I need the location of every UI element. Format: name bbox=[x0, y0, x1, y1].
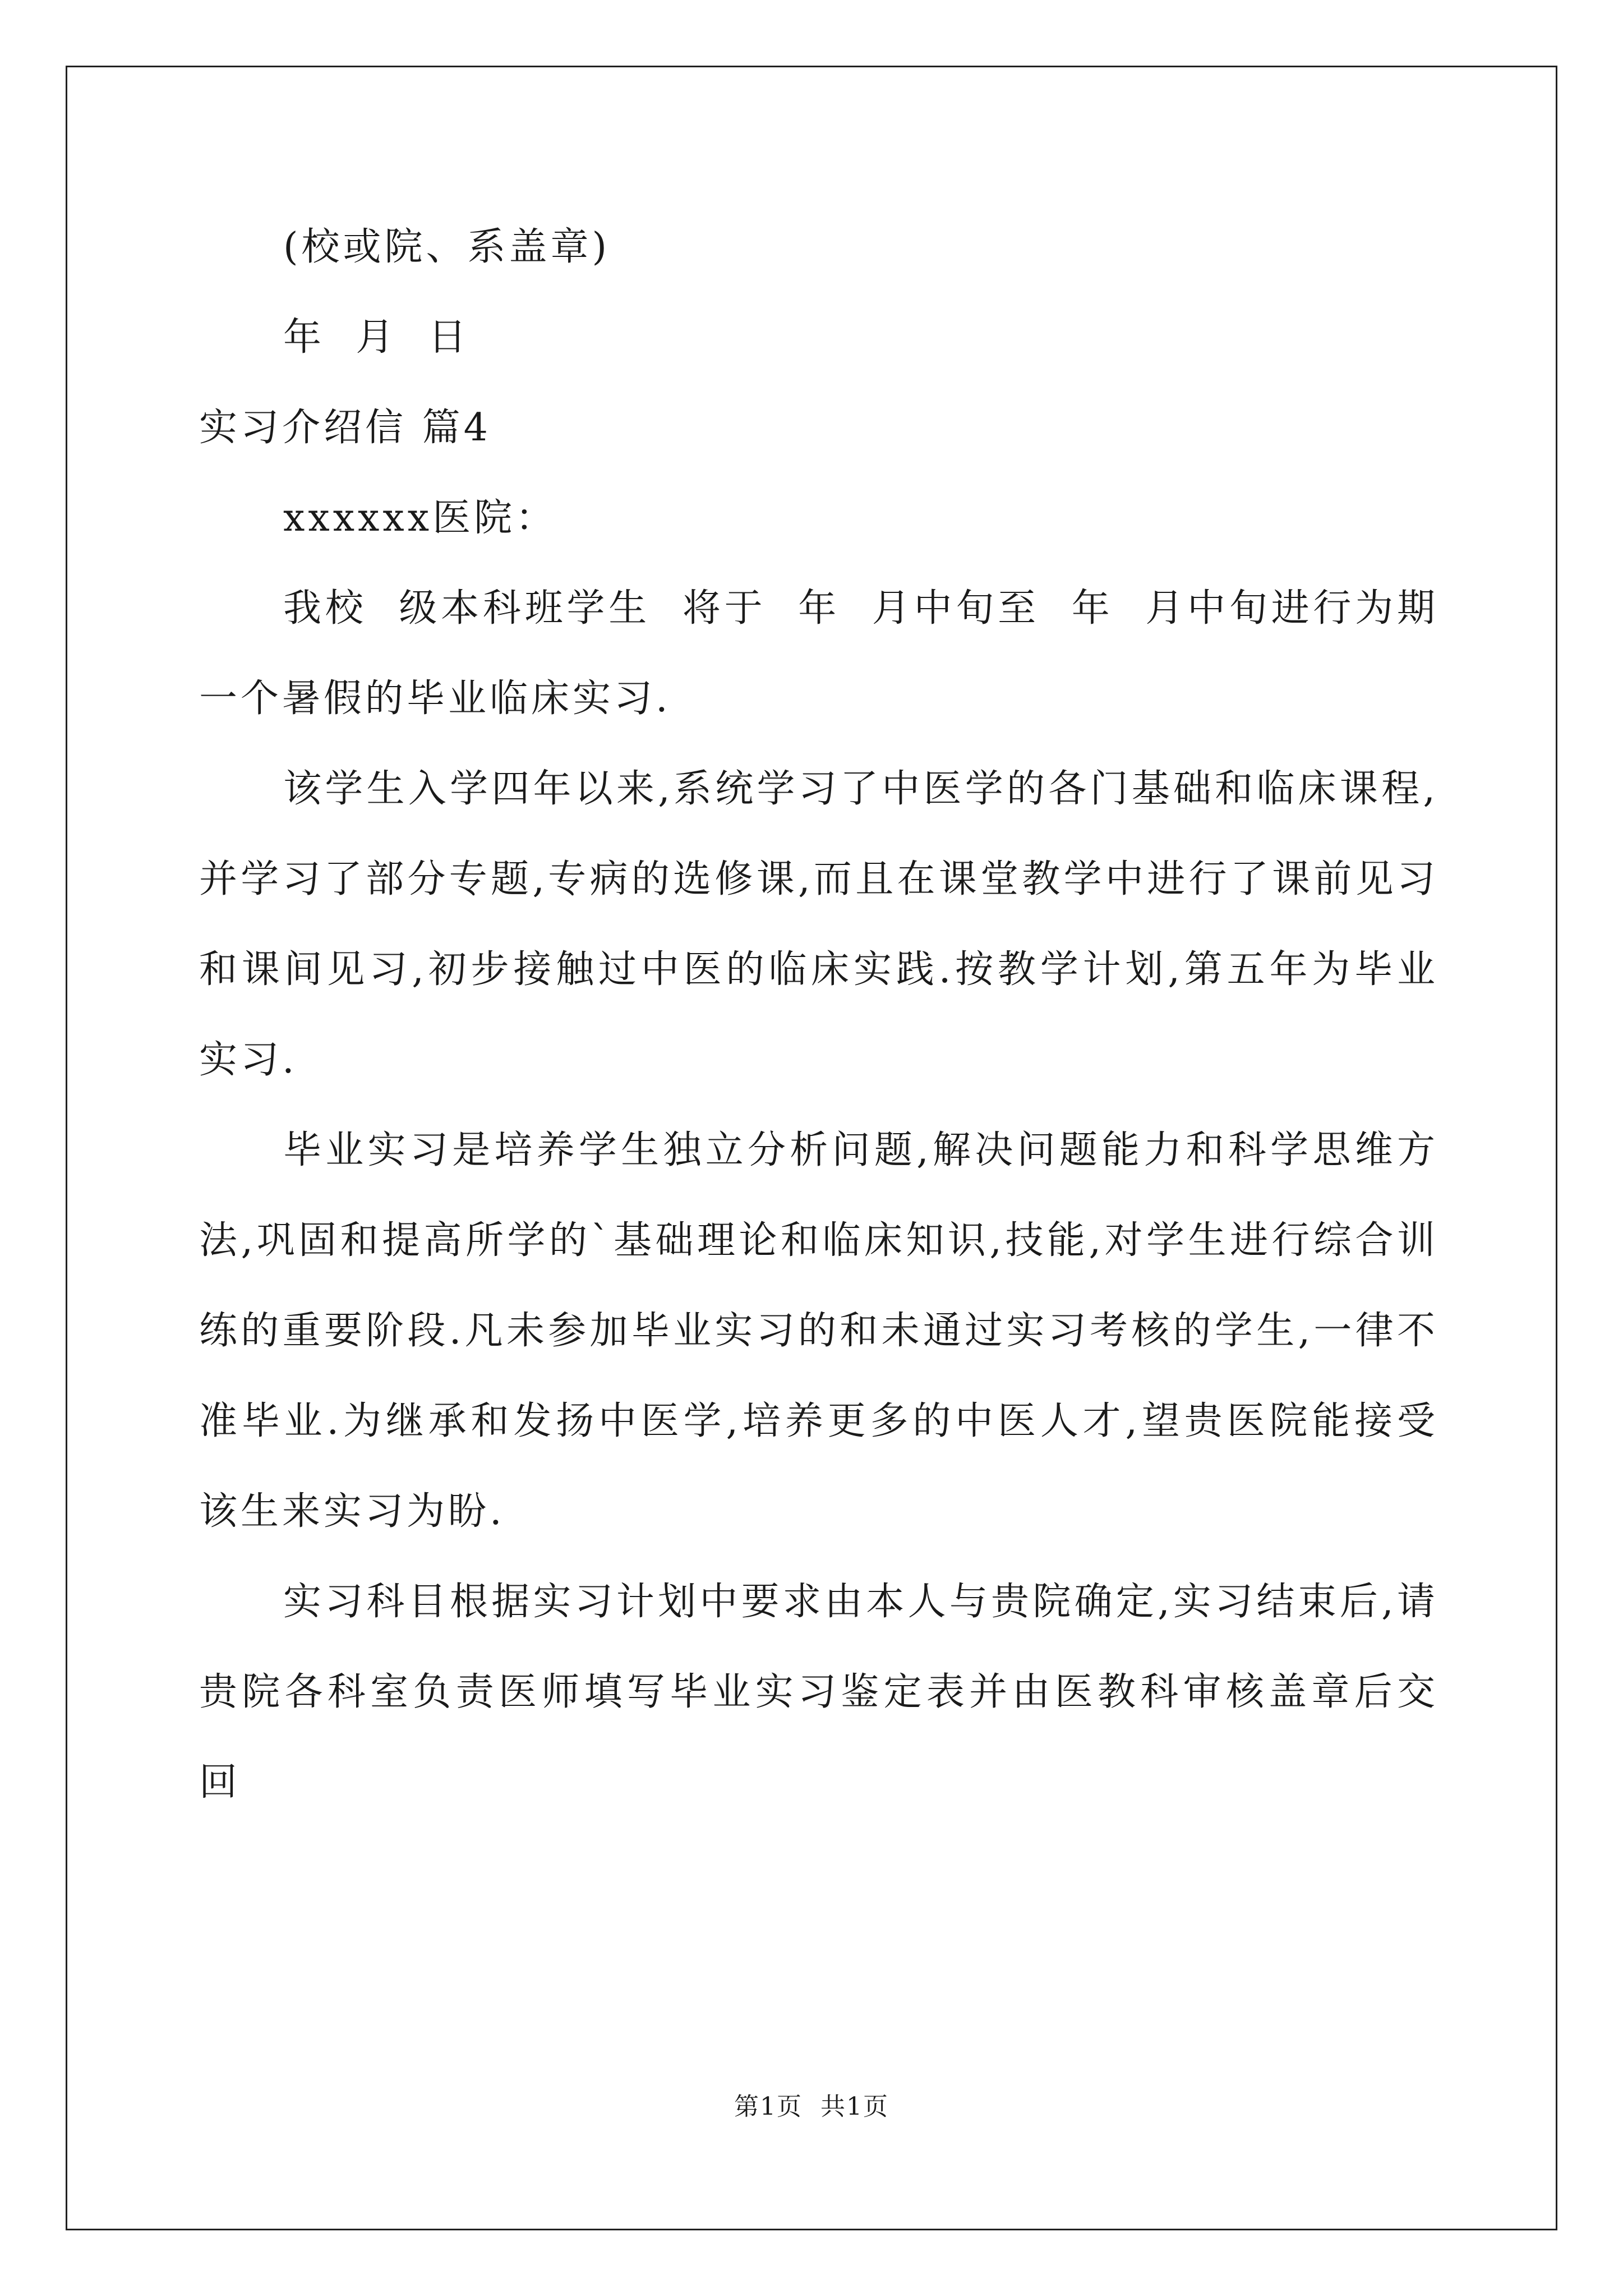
document-body bbox=[199, 202, 1438, 1828]
stamp-line: (校或院、系盖章) bbox=[283, 225, 611, 269]
paragraph: 毕业实习是培养学生独立分析问题,解决问题能力和科学思维方法,巩固和提高所学的`基础理论和临床知识,技能,对学生进行综合训练的重要阶段.凡未参加毕业实习的和未通过实习考核的学生,一律不准毕业.为继承和发扬中医学,培养更多的中医人才,望贵医院能接受该生来实习为盼. bbox=[199, 1128, 1438, 1534]
date-line: 年 月 日 bbox=[283, 315, 470, 360]
paragraph: 我校 级本科班学生 将于 年 月中旬至 年 月中旬进行为期一个暑假的毕业临床实习. bbox=[199, 586, 1438, 721]
page-footer: 第1页 共1页 bbox=[734, 2092, 889, 2121]
salutation: xxxxxx医院： bbox=[283, 496, 557, 540]
section-title: 实习介绍信 篇4 bbox=[199, 406, 491, 450]
paragraph: 实习科目根据实习计划中要求由本人与贵院确定,实习结束后,请贵院各科室负责医师填写毕业实习鉴定表并由医教科审核盖章后交回 bbox=[199, 1580, 1438, 1805]
paragraph: 该学生入学四年以来,系统学习了中医学的各门基础和临床课程,并学习了部分专题,专病的选修课,而且在课堂教学中进行了课前见习和课间见习,初步接触过中医的临床实践.按教学计划,第五年为毕业实习. bbox=[199, 767, 1438, 1082]
